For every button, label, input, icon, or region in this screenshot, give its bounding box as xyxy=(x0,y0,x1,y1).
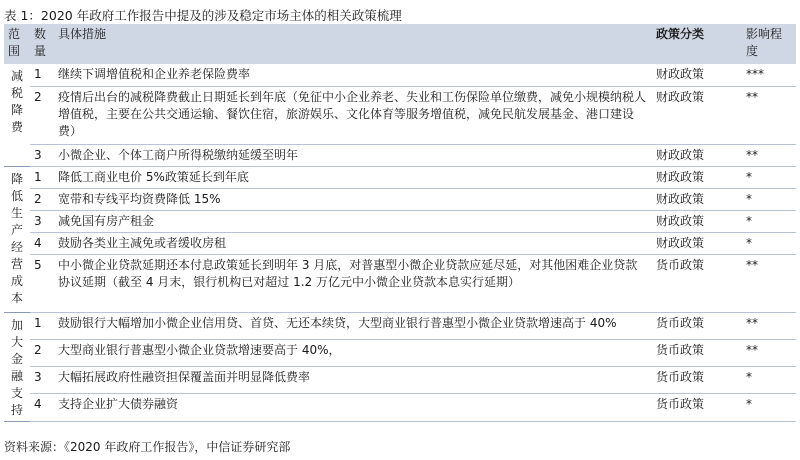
policy-category: 货币政策 xyxy=(652,367,742,394)
header-scope-text: 范围 xyxy=(8,27,21,58)
scope-label: 减税降费 xyxy=(11,69,24,134)
scope-label: 加大金融支持 xyxy=(11,317,24,417)
measure-text: 鼓励银行大幅增加小微企业信用贷、首贷、无还本续贷，大型商业银行普惠型小微企业贷款增速高于 40% xyxy=(54,312,652,339)
table-body xyxy=(4,64,796,421)
policy-category: 财政政策 xyxy=(652,210,742,232)
table-row xyxy=(4,254,796,312)
header-measures: 具体措施 xyxy=(58,27,107,41)
row-number: 1 xyxy=(30,166,54,188)
impact-rating: ** xyxy=(742,312,796,339)
policy-category: 财政政策 xyxy=(652,166,742,188)
policy-category: 货币政策 xyxy=(652,254,742,312)
policy-category: 财政政策 xyxy=(652,188,742,210)
measure-text: 小微企业、个体工商户所得税缴纳延缓至明年 xyxy=(54,144,652,166)
row-number: 1 xyxy=(30,64,54,86)
scope-cell xyxy=(4,166,30,312)
impact-rating: ** xyxy=(742,86,796,144)
impact-rating: * xyxy=(742,394,796,421)
policy-category: 财政政策 xyxy=(652,232,742,254)
header-count xyxy=(30,24,54,64)
row-number: 2 xyxy=(30,188,54,210)
impact-rating: * xyxy=(742,188,796,210)
table-row xyxy=(4,166,796,188)
measure-text: 大型商业银行普惠型小微企业贷款增速要高于 40%， xyxy=(54,339,652,366)
row-number: 1 xyxy=(30,312,54,339)
header-impact: 影响程度 xyxy=(746,27,783,58)
scope-cell xyxy=(4,312,30,421)
row-number: 3 xyxy=(30,367,54,394)
measure-text: 中小微企业贷款延期还本付息政策延长到明年 3 月底，对普惠型小微企业贷款应延尽延，对其他困难企业贷款协议延期（截至 4 月末，银行机构已对超过 1.2 万亿元中小微企业贷款本息实行延期） xyxy=(54,254,652,312)
policy-category: 财政政策 xyxy=(652,144,742,166)
row-number: 4 xyxy=(30,394,54,421)
impact-rating: * xyxy=(742,367,796,394)
row-number: 5 xyxy=(30,254,54,312)
policy-category: 财政政策 xyxy=(652,64,742,86)
source-note: 资料来源：《2020 年政府工作报告》，中信证券研究部 xyxy=(4,440,291,454)
table-row xyxy=(4,188,796,210)
policy-table xyxy=(4,24,796,422)
row-number: 3 xyxy=(30,144,54,166)
impact-rating: * xyxy=(742,166,796,188)
table-row xyxy=(4,86,796,144)
policy-category: 货币政策 xyxy=(652,394,742,421)
impact-rating: *** xyxy=(742,64,796,86)
impact-rating: ** xyxy=(742,254,796,312)
table-row xyxy=(4,339,796,366)
scope-label: 降低生产经营成本 xyxy=(11,171,24,305)
table-row xyxy=(4,367,796,394)
scope-cell xyxy=(4,64,30,166)
measure-text: 减免国有房产租金 xyxy=(54,210,652,232)
policy-category: 财政政策 xyxy=(652,86,742,144)
table-row xyxy=(4,312,796,339)
measure-text: 鼓励各类业主减免或者缓收房租 xyxy=(54,232,652,254)
measure-text: 疫情后出台的减税降费截止日期延长到年底（免征中小企业养老、失业和工伤保险单位缴费，减免小规模纳税人增值税，主要在公共交通运输、餐饮住宿，旅游娱乐、文化体育等服务增值税，减免民航发展基金、港口建设费） xyxy=(54,86,652,144)
table-row xyxy=(4,232,796,254)
measure-text: 大幅拓展政府性融资担保覆盖面并明显降低费率 xyxy=(54,367,652,394)
measure-text: 降低工商业电价 5%政策延长到年底 xyxy=(54,166,652,188)
row-number: 4 xyxy=(30,232,54,254)
impact-rating: * xyxy=(742,232,796,254)
row-number: 2 xyxy=(30,339,54,366)
policy-category: 货币政策 xyxy=(652,312,742,339)
measure-text: 宽带和专线平均资费降低 15% xyxy=(54,188,652,210)
table-row xyxy=(4,144,796,166)
header-count-text: 数量 xyxy=(34,27,47,58)
header-scope xyxy=(4,24,30,64)
table-row xyxy=(4,394,796,421)
impact-rating: ** xyxy=(742,339,796,366)
table-caption: 表 1：2020 年政府工作报告中提及的涉及稳定市场主体的相关政策梳理 xyxy=(4,8,402,23)
table-row xyxy=(4,64,796,86)
policy-category: 货币政策 xyxy=(652,339,742,366)
measure-text: 继续下调增值税和企业养老保险费率 xyxy=(54,64,652,86)
impact-rating: ** xyxy=(742,144,796,166)
row-number: 2 xyxy=(30,86,54,144)
header-category: 政策分类 xyxy=(656,27,705,41)
table-row xyxy=(4,210,796,232)
row-number: 3 xyxy=(30,210,54,232)
impact-rating: * xyxy=(742,210,796,232)
measure-text: 支持企业扩大债券融资 xyxy=(54,394,652,421)
table-header-row xyxy=(4,24,796,64)
